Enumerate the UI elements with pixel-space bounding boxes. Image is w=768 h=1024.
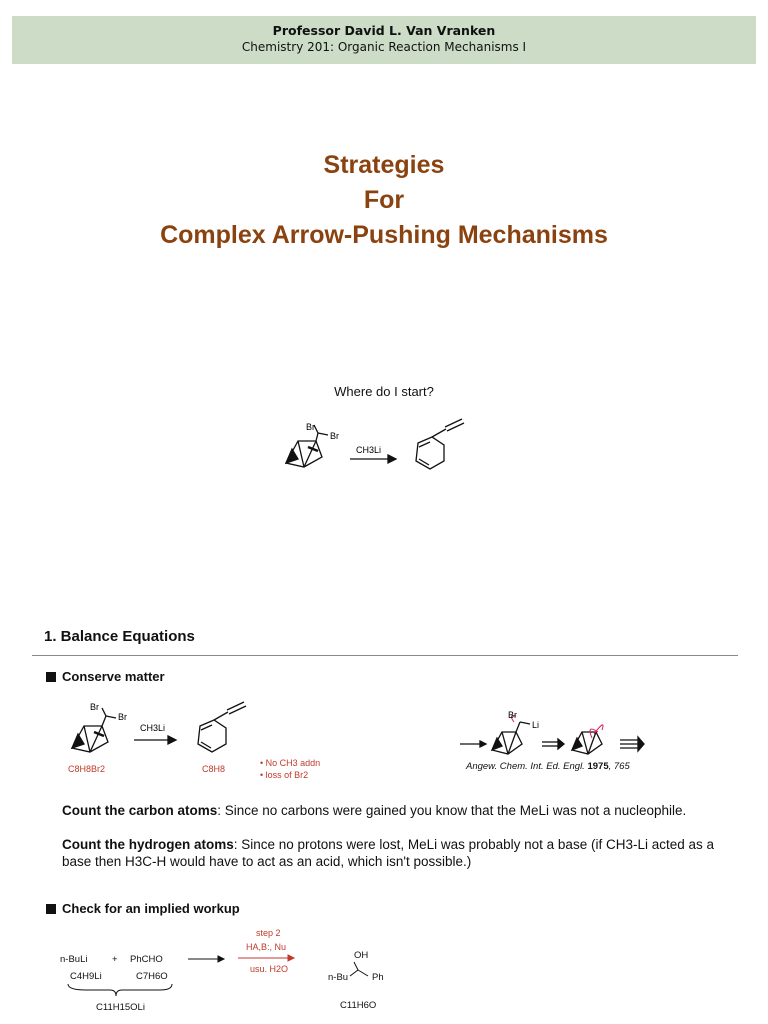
conserve-matter-scheme bbox=[60, 700, 360, 785]
reagent-label: CH3Li bbox=[140, 723, 166, 733]
br-label-1: Br bbox=[90, 702, 99, 712]
start-formula: C8H8Br2 bbox=[68, 764, 106, 774]
course-header bbox=[12, 16, 756, 64]
reactant-phcho: PhCHO bbox=[130, 954, 163, 965]
section-heading: 1. Balance Equations bbox=[44, 628, 195, 645]
formula-c7h6o: C7H6O bbox=[136, 971, 168, 982]
reactant-nbuli: n-BuLi bbox=[60, 954, 88, 965]
intro-br-label-2: Br bbox=[330, 431, 339, 441]
page-title bbox=[0, 148, 768, 253]
mechanism-scheme bbox=[456, 704, 656, 764]
plus-sign: + bbox=[112, 954, 118, 965]
oh-label: OH bbox=[354, 950, 369, 961]
professor-name: Professor David L. Van Vranken bbox=[272, 23, 496, 38]
usual-water-label: usu. H2O bbox=[250, 964, 289, 974]
carbon-count-paragraph: Count the carbon atoms: Since no carbons were gained you know that the MeLi was not a nucleophile. bbox=[62, 803, 687, 818]
note-no-ch3: • No CH3 addn bbox=[260, 758, 321, 768]
mech-li-label: Li bbox=[532, 720, 540, 730]
bullet-conserve-matter: Conserve matter bbox=[46, 669, 165, 684]
nbu-label: n-Bu bbox=[328, 972, 349, 983]
bullet-implied-workup: Check for an implied workup bbox=[46, 901, 240, 916]
bullet-square-icon bbox=[46, 672, 56, 682]
workup-scheme bbox=[56, 924, 416, 1016]
intro-reaction-scheme bbox=[270, 415, 480, 485]
product-formula-c11h6o: C11H6O bbox=[340, 1000, 377, 1011]
intro-question: Where do I start? bbox=[334, 384, 434, 399]
note-loss-br2: • loss of Br2 bbox=[260, 770, 309, 780]
intro-reagent-label: CH3Li bbox=[356, 445, 382, 455]
course-title: Chemistry 201: Organic Reaction Mechanisms I bbox=[241, 40, 527, 54]
formula-c4h9li: C4H9Li bbox=[70, 971, 102, 982]
step-label: step 2 bbox=[256, 928, 281, 938]
literature-reference: Angew. Chem. Int. Ed. Engl. 1975, 765 bbox=[466, 761, 630, 772]
bullet-square-icon bbox=[46, 904, 56, 914]
title-line-3: Complex Arrow-Pushing Mechanisms bbox=[160, 221, 608, 249]
ph-label: Ph bbox=[372, 972, 384, 983]
section-divider bbox=[32, 655, 738, 656]
conditions-label: HA,B:, Nu bbox=[246, 942, 287, 952]
intro-br-label-1: Br bbox=[306, 422, 315, 432]
hydrogen-count-paragraph: Count the hydrogen atoms: Since no protons were lost, MeLi was probably not a base (if CH3-Li acted as a base then H3C-H would have to act as an acid, which isn't possible.) bbox=[62, 837, 714, 869]
product-formula: C8H8 bbox=[202, 764, 226, 774]
formula-combined: C11H15OLi bbox=[96, 1002, 145, 1013]
title-line-2: For bbox=[363, 186, 405, 214]
title-line-1: Strategies bbox=[323, 151, 445, 179]
br-label-2: Br bbox=[118, 712, 127, 722]
mech-br-label: Br bbox=[508, 710, 517, 720]
